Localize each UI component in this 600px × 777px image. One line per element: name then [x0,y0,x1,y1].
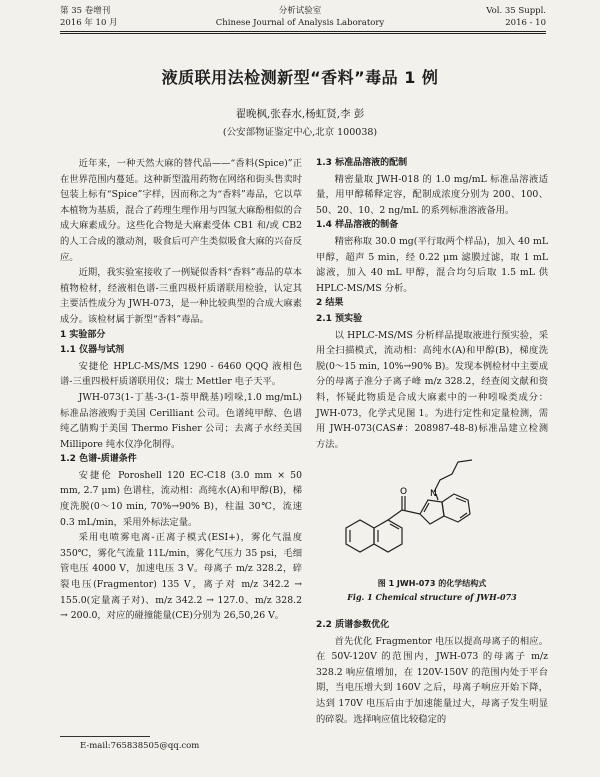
section-heading: 1.2 色谱-质谱条件 [60,454,137,465]
chemical-structure-figure [316,458,548,573]
atom-label-n: N [430,489,437,499]
atom-label-o: O [400,487,408,497]
header-journal-cn: 分析试验室 [278,6,322,16]
section-heading: 2.2 质谱参数优化 [316,620,390,630]
affiliation: (公安部物证鉴定中心,北京 100038) [222,127,378,138]
paragraph: JWH-073(1-丁基-3-(1-萘甲酰基)吲哚,1.0 mg/mL)标准品溶液购于美国 Cerilliant 公司。色谱纯甲醇、色谱纯乙腈购于美国 Thermo Fisher 公司；去离子水经美国 Millipore 纯水仪净化制得。 [60,391,302,450]
section-heading: 2 结果 [316,298,344,309]
header-date: 2016 年 10 月 [60,18,118,28]
header-journal-en: Chinese Journal of Analysis Laboratory [215,18,385,28]
header-rule-2 [60,33,546,34]
article-title: 液质联用法检测新型“香料”毒品 1 例 [161,68,439,87]
left-column [60,156,302,624]
author-email: E-mail:765838505@qq.com [80,741,200,751]
paragraph: 近期，我实验室接收了一例疑似香料“香料”毒品的草本植物检材，经液相色谱-三重四极杆质谱联用检验，认定其主要活性成分为 JWH-073，是一种比较典型的合成大麻素成分。该检材属于新型“香料”毒品。 [60,267,302,325]
section-heading: 1.4 样品溶液的制备 [316,220,399,231]
figure-caption-cn: 图 1 JWH-073 的化学结构式 [377,579,487,588]
butyl-chain [434,460,472,492]
paragraph: 安捷伦 HPLC-MS/MS 1290 - 6460 QQQ 液相色谱-三重四极杆质谱联用仪；瑞士 Mettler 电子天平。 [60,360,302,388]
header-rule [60,31,546,32]
right-column-lower [316,618,548,727]
paragraph: 采用电喷雾电离-正离子模式(ESI+)，雾化气温度 350℃，雾化气流量 11L/min，雾化气压力 35 psi，毛细管电压 4000 V，加速电压 3 V。母离子 m/z 328.2，碎裂电压(Fragmentor) 135 V，离子对 m/z 342.2 → 155.0(定量离子对)、m/z 342.2 → 127.0、m/z 328.2 → 200.0，对应的碰撞能量(CE)分别为 26,50,26 V。 [60,532,302,622]
section-heading: 1 实验部分 [60,329,106,340]
section-heading: 1.3 标准品溶液的配制 [316,158,408,168]
figure-caption-en: Fig. 1 Chemical structure of JWH-073 [347,592,517,602]
section-heading: 2.1 预实验 [316,313,363,324]
paragraph: 近年来，一种天然大麻的替代品——“香料(Spice)”正在世界范围内蔓延。这种新型滥用药物在网络和街头售卖时包装上标有“Spice”字样，因而称之为“香料”毒品，它以草本植物为基质，混合了药理生理作用与四氢大麻酚相似的合成大麻素成分。这些化合物是大麻素受体 CB1 和/或 CB2 的人工合成的激动剂，吸食后可产生类似吸食大麻的兴奋反应。 [60,158,302,263]
header-volume: 第 35 卷增刊 [60,6,111,16]
paragraph: 以 HPLC-MS/MS 分析样品提取液进行预实验，采用全扫描模式，流动相：高纯水(A)和甲醇(B)，梯度洗脱(0～15 min, 10%→90% B)。发现本例检材中主要成分的母离子准分子离子峰 m/z 328.2，经查阅文献和资料，怀疑此物质是合成大麻素中的一种吲哚类成分：JWH-073，化学式见图 1。为进行定性和定量检测，需用 JWH-073(CAS#：208987-48-8)标准品建立检测方法。 [316,329,548,450]
header-year: 2016 - 10 [505,18,546,28]
header-vol-en: Vol. 35 Suppl. [486,6,546,16]
bond-carbonyl-indole [402,510,420,514]
paragraph: 精密量取 JWH-018 的 1.0 mg/mL 标准品溶液适量，用甲醇稀释定容，配制成浓度分别为 200、100、50、20、10、2 ng/mL 的系列标准溶液备用。 [316,173,548,216]
section-heading: 1.1 仪器与试剂 [60,345,125,356]
paragraph: 安捷伦 Poroshell 120 EC-C18 (3.0 mm × 50 mm, 2.7 μm) 色谱柱，流动相：高纯水(A)和甲醇(B)，梯度洗脱(0～10 min, 70%→90% B)，柱温 30℃，流速 0.3 mL/min，采用外标法定量。 [60,469,302,528]
bond-ring-carbonyl [388,510,402,520]
paragraph: 首先优化 Fragmentor 电压以提高母离子的相应。在 50V-120V 的范围内，JWH-073 的母离子 m/z 328.2 响应值增加，在 120V-150V 的范围内处于平台期，当电压增大到 160V 之后，母离子响应开始下降，达到 170V 电压后由于加速能量过大，母离子发生明显的碎裂。选择响应值比较稳定的 [316,635,548,725]
indole-pyrrole-ring [420,500,444,524]
footnote-rule [60,736,150,737]
right-column [316,156,548,452]
authors: 翟晚枫,张春水,杨虹贤,李 彭 [235,108,365,120]
paragraph: 精密称取 30.0 mg(平行取两个样品)，加入 40 mL 甲醇，超声 5 min，经 0.22 μm 滤膜过滤，取 1 mL 滤液，加入 40 mL 甲醇，混合均匀后取 1.5 mL 供 HPLC-MS/MS 分析。 [316,235,548,294]
